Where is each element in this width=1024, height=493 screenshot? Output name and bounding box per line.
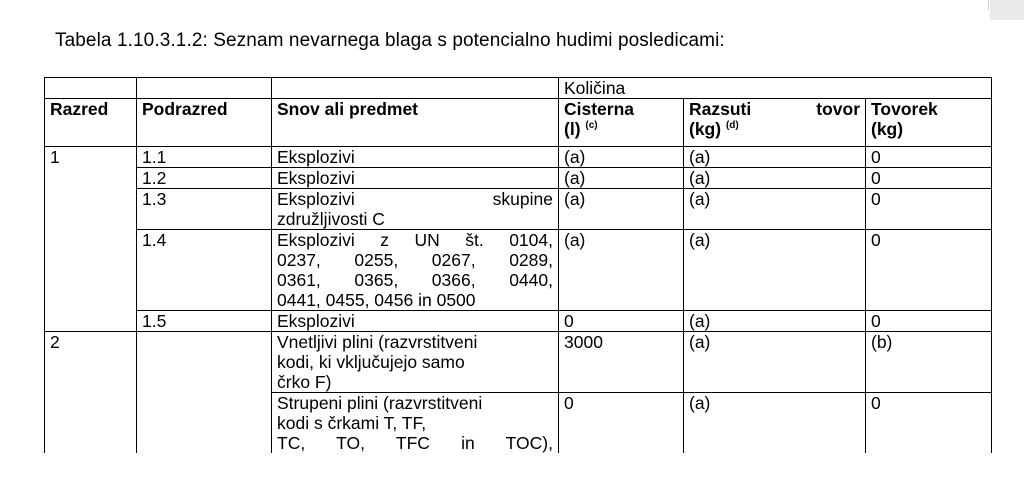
cell-snov: Eksplozivi bbox=[272, 311, 559, 332]
header-tovorek-label: Tovorek bbox=[871, 99, 938, 119]
cell-snov: Eksplozivi bbox=[272, 147, 559, 168]
cell-snov-line: Vnetljivi plini (razvrstitveni bbox=[277, 332, 478, 352]
cell-tovorek: 0 bbox=[866, 230, 992, 311]
table-row bbox=[45, 147, 992, 168]
header-tovorek bbox=[866, 99, 992, 147]
cell-razsuti: (a) bbox=[684, 189, 866, 230]
cell-snov-line: 0237, 0255, 0267, 0289, bbox=[277, 250, 553, 270]
cell-cisterna: (a) bbox=[559, 147, 684, 168]
page-edge-line bbox=[988, 0, 989, 10]
header-snov: Snov ali predmet bbox=[272, 99, 559, 147]
cell-snov-line: Eksplozivi skupine bbox=[277, 189, 553, 209]
empty-cell bbox=[137, 78, 272, 99]
table-group-header bbox=[45, 78, 992, 99]
cell-tovorek: 0 bbox=[866, 189, 992, 230]
header-cisterna bbox=[559, 99, 684, 147]
table-caption: Tabela 1.10.3.1.2: Seznam nevarnega blaga s potencialno hudimi posledicami: bbox=[55, 30, 725, 51]
cell-podrazred: 1.4 bbox=[137, 230, 272, 311]
cell-snov-line: črko F) bbox=[277, 372, 332, 392]
header-cisterna-footnote: (c) bbox=[585, 120, 598, 132]
cell-razsuti: (a) bbox=[684, 332, 866, 393]
cell-snov: Eksplozivi bbox=[272, 168, 559, 189]
cell-snov-line: kodi s črkami T, TF, bbox=[277, 413, 427, 433]
cell-razsuti: (a) bbox=[684, 230, 866, 311]
table-row bbox=[45, 189, 992, 230]
cell-razsuti: (a) bbox=[684, 147, 866, 168]
header-razsuti-line bbox=[689, 99, 860, 119]
header-tovorek-unit: (kg) bbox=[871, 119, 904, 139]
header-cisterna-unit: (l) bbox=[564, 119, 581, 139]
header-razsuti-label-a: Razsuti bbox=[689, 99, 752, 119]
cell-tovorek: 0 bbox=[866, 311, 992, 332]
cell-tovorek: 0 bbox=[866, 147, 992, 168]
header-razsuti-footnote: (d) bbox=[725, 120, 739, 132]
cell-cisterna: (a) bbox=[559, 168, 684, 189]
cell-tovorek: 0 bbox=[866, 393, 992, 454]
cell-tovorek: (b) bbox=[866, 332, 992, 393]
header-razred: Razred bbox=[45, 99, 137, 147]
cell-snov-line: kodi, ki vključujejo samo bbox=[277, 352, 465, 372]
cell-snov-line: 0361, 0365, 0366, 0440, bbox=[277, 270, 553, 290]
cell-razsuti: (a) bbox=[684, 393, 866, 454]
empty-cell bbox=[272, 78, 559, 99]
table-header-row bbox=[45, 99, 992, 147]
cell-cisterna: (a) bbox=[559, 189, 684, 230]
empty-cell bbox=[45, 78, 137, 99]
cell-podrazred: 1.5 bbox=[137, 311, 272, 332]
header-cisterna-label: Cisterna bbox=[564, 99, 635, 119]
header-razsuti bbox=[684, 99, 866, 147]
cell-podrazred bbox=[137, 332, 272, 454]
cell-snov-line: združljivosti C bbox=[277, 209, 385, 229]
cell-podrazred: 1.3 bbox=[137, 189, 272, 230]
cell-cisterna: (a) bbox=[559, 230, 684, 311]
table-row bbox=[45, 168, 992, 189]
cell-podrazred: 1.2 bbox=[137, 168, 272, 189]
cell-snov-line: TC, TO, TFC in TOC), bbox=[277, 433, 553, 453]
header-razsuti-unit: (kg) bbox=[689, 119, 722, 139]
cell-razsuti: (a) bbox=[684, 168, 866, 189]
cell-tovorek: 0 bbox=[866, 168, 992, 189]
cell-cisterna: 0 bbox=[559, 393, 684, 454]
cell-snov-line: Strupeni plini (razvrstitveni bbox=[277, 393, 483, 413]
cell-cisterna: 0 bbox=[559, 311, 684, 332]
cell-podrazred: 1.1 bbox=[137, 147, 272, 168]
cell-razsuti: (a) bbox=[684, 311, 866, 332]
table-row bbox=[45, 332, 992, 393]
cell-snov bbox=[272, 230, 559, 311]
table-row bbox=[45, 311, 992, 332]
cell-snov-line: 0441, 0455, 0456 in 0500 bbox=[277, 290, 476, 310]
cell-snov-line: Eksplozivi z UN št. 0104, bbox=[277, 230, 553, 250]
table-row bbox=[45, 230, 992, 311]
cell-snov bbox=[272, 189, 559, 230]
cell-snov bbox=[272, 332, 559, 393]
dangerous-goods-table bbox=[44, 77, 992, 453]
header-podrazred: Podrazred bbox=[137, 99, 272, 147]
quantity-group-header: Količina bbox=[559, 78, 992, 99]
cell-cisterna: 3000 bbox=[559, 332, 684, 393]
cell-snov bbox=[272, 393, 559, 454]
page-edge-shadow bbox=[990, 0, 1024, 20]
cell-razred: 1 bbox=[45, 147, 137, 332]
header-razsuti-label-b: tovor bbox=[816, 99, 860, 119]
cell-razred: 2 bbox=[45, 332, 137, 454]
